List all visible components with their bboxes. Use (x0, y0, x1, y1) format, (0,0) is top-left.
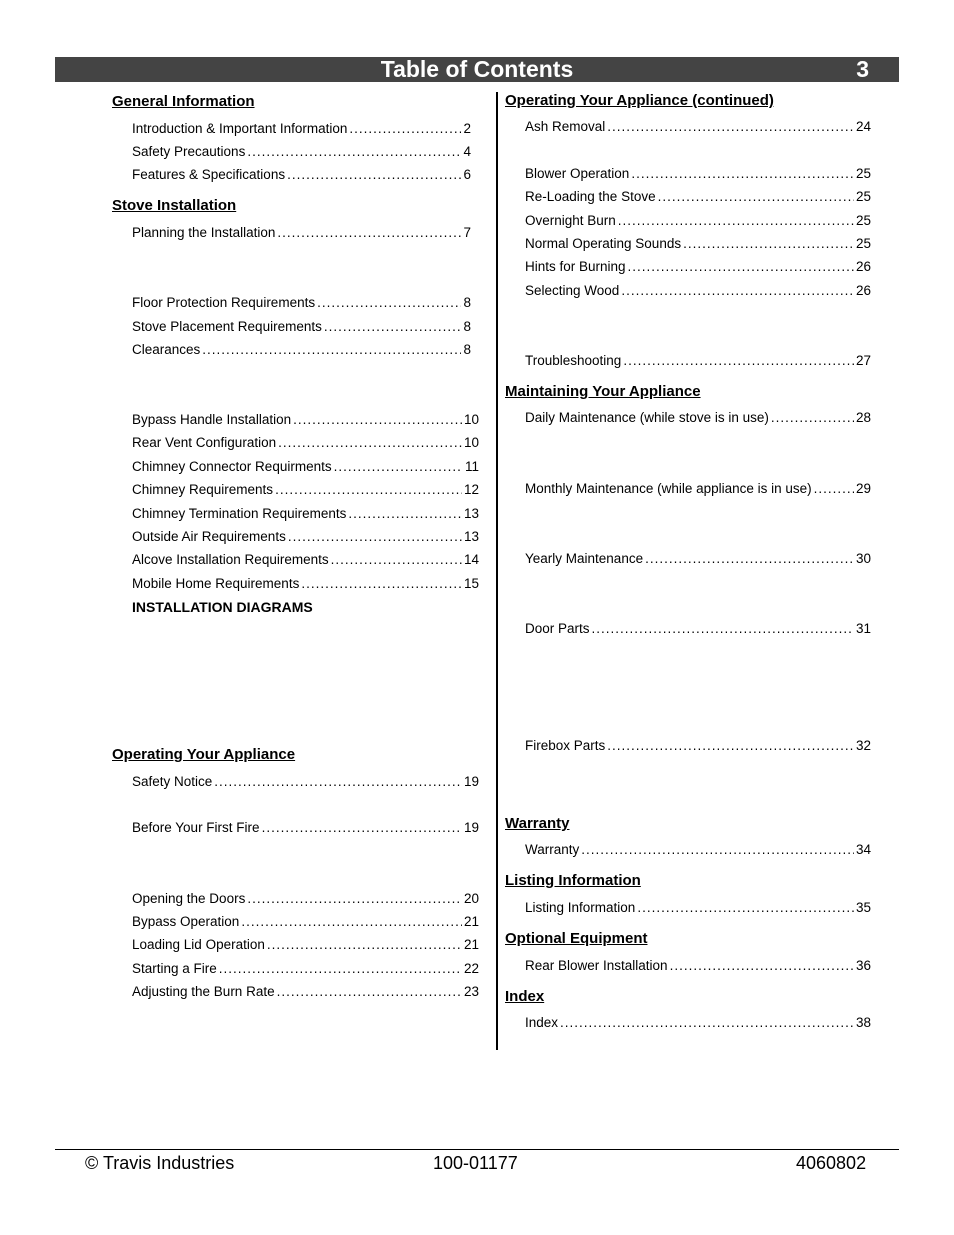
toc-entry[interactable]: Daily Maintenance (while stove is in use) ..... 28 (525, 410, 871, 428)
footer-divider (55, 1149, 899, 1150)
footer-part-number: 100-01177 (433, 1153, 518, 1173)
toc-entry[interactable]: Clearances ..... 8 (132, 342, 471, 360)
toc-entry[interactable]: Floor Protection Requirements ..... 8 (132, 295, 471, 313)
section-heading-stove-installation: Stove Installation (112, 197, 237, 214)
toc-entry[interactable]: Warranty ..... 34 (525, 842, 871, 860)
toc-entry[interactable]: Door Parts ..... 31 (525, 621, 871, 639)
toc-entry[interactable]: Monthly Maintenance (while appliance is in use) ..... 29 (525, 481, 871, 499)
toc-entry[interactable]: Planning the Installation ..... 7 (132, 225, 471, 243)
toc-entry[interactable]: Selecting Wood ..... 26 (525, 283, 871, 301)
toc-entry[interactable]: Chimney Termination Requirements ..... 13 (132, 506, 479, 524)
toc-entry[interactable]: Alcove Installation Requirements ..... 14 (132, 552, 479, 570)
toc-entry[interactable]: Bypass Operation ..... 21 (132, 914, 479, 932)
installation-diagrams-label: INSTALLATION DIAGRAMS (132, 599, 313, 615)
toc-entry[interactable]: Starting a Fire ..... 22 (132, 961, 479, 979)
toc-entry[interactable]: Safety Precautions ..... 4 (132, 144, 471, 162)
toc-entry[interactable]: Introduction & Important Information ..... 2 (132, 121, 471, 139)
toc-entry[interactable]: Chimney Requirements ..... 12 (132, 482, 479, 500)
section-heading-maintaining-your-appliance: Maintaining Your Appliance (505, 383, 701, 400)
section-heading-general-information: General Information (112, 93, 255, 110)
section-heading-operating-your-appliance: Operating Your Appliance (112, 746, 296, 763)
toc-entry[interactable]: Normal Operating Sounds ..... 25 (525, 236, 871, 254)
toc-entry[interactable]: Loading Lid Operation ..... 21 (132, 937, 479, 955)
toc-entry[interactable]: Overnight Burn ..... 25 (525, 213, 871, 231)
section-heading-index: Index (505, 988, 545, 1005)
toc-entry[interactable]: Features & Specifications ..... 6 (132, 167, 471, 185)
section-heading-optional-equipment: Optional Equipment (505, 930, 648, 947)
section-heading-operating-continued: Operating Your Appliance (continued) (505, 92, 774, 109)
toc-entry[interactable]: Index ..... 38 (525, 1015, 871, 1033)
toc-entry[interactable]: Listing Information ..... 35 (525, 900, 871, 918)
toc-entry[interactable]: Rear Blower Installation ..... 36 (525, 958, 871, 976)
toc-entry[interactable]: Ash Removal ..... 24 (525, 119, 871, 137)
toc-entry[interactable]: Bypass Handle Installation ..... 10 (132, 412, 479, 430)
footer-doc-number: 4060802 (796, 1153, 867, 1173)
toc-entry[interactable]: Opening the Doors ..... 20 (132, 891, 479, 909)
page-title: Table of Contents (380, 56, 574, 82)
toc-entry[interactable]: Rear Vent Configuration ..... 10 (132, 435, 479, 453)
toc-entry[interactable]: Mobile Home Requirements ..... 15 (132, 576, 479, 594)
toc-entry[interactable]: Troubleshooting ..... 27 (525, 353, 871, 371)
toc-entry[interactable]: Before Your First Fire ..... 19 (132, 820, 479, 838)
section-heading-warranty: Warranty (505, 815, 570, 832)
toc-entry[interactable]: Firebox Parts ..... 32 (525, 738, 871, 756)
toc-entry[interactable]: Blower Operation ..... 25 (525, 166, 871, 184)
page-number: 3 (856, 56, 869, 82)
toc-entry[interactable]: Chimney Connector Requirments ..... 11 (132, 459, 479, 477)
toc-entry[interactable]: Safety Notice ..... 19 (132, 774, 479, 792)
section-heading-listing-information: Listing Information (505, 872, 641, 889)
toc-entry[interactable]: Adjusting the Burn Rate ..... 23 (132, 984, 479, 1002)
toc-entry[interactable]: Re-Loading the Stove ..... 25 (525, 189, 871, 207)
toc-entry[interactable]: Hints for Burning ..... 26 (525, 259, 871, 277)
column-divider (496, 92, 498, 1050)
toc-entry[interactable]: Yearly Maintenance ..... 30 (525, 551, 871, 569)
toc-entry[interactable]: Outside Air Requirements ..... 13 (132, 529, 479, 547)
header-bar (55, 57, 899, 82)
toc-entry[interactable]: Stove Placement Requirements ..... 8 (132, 319, 471, 337)
footer-company: © Travis Industries (85, 1153, 235, 1173)
